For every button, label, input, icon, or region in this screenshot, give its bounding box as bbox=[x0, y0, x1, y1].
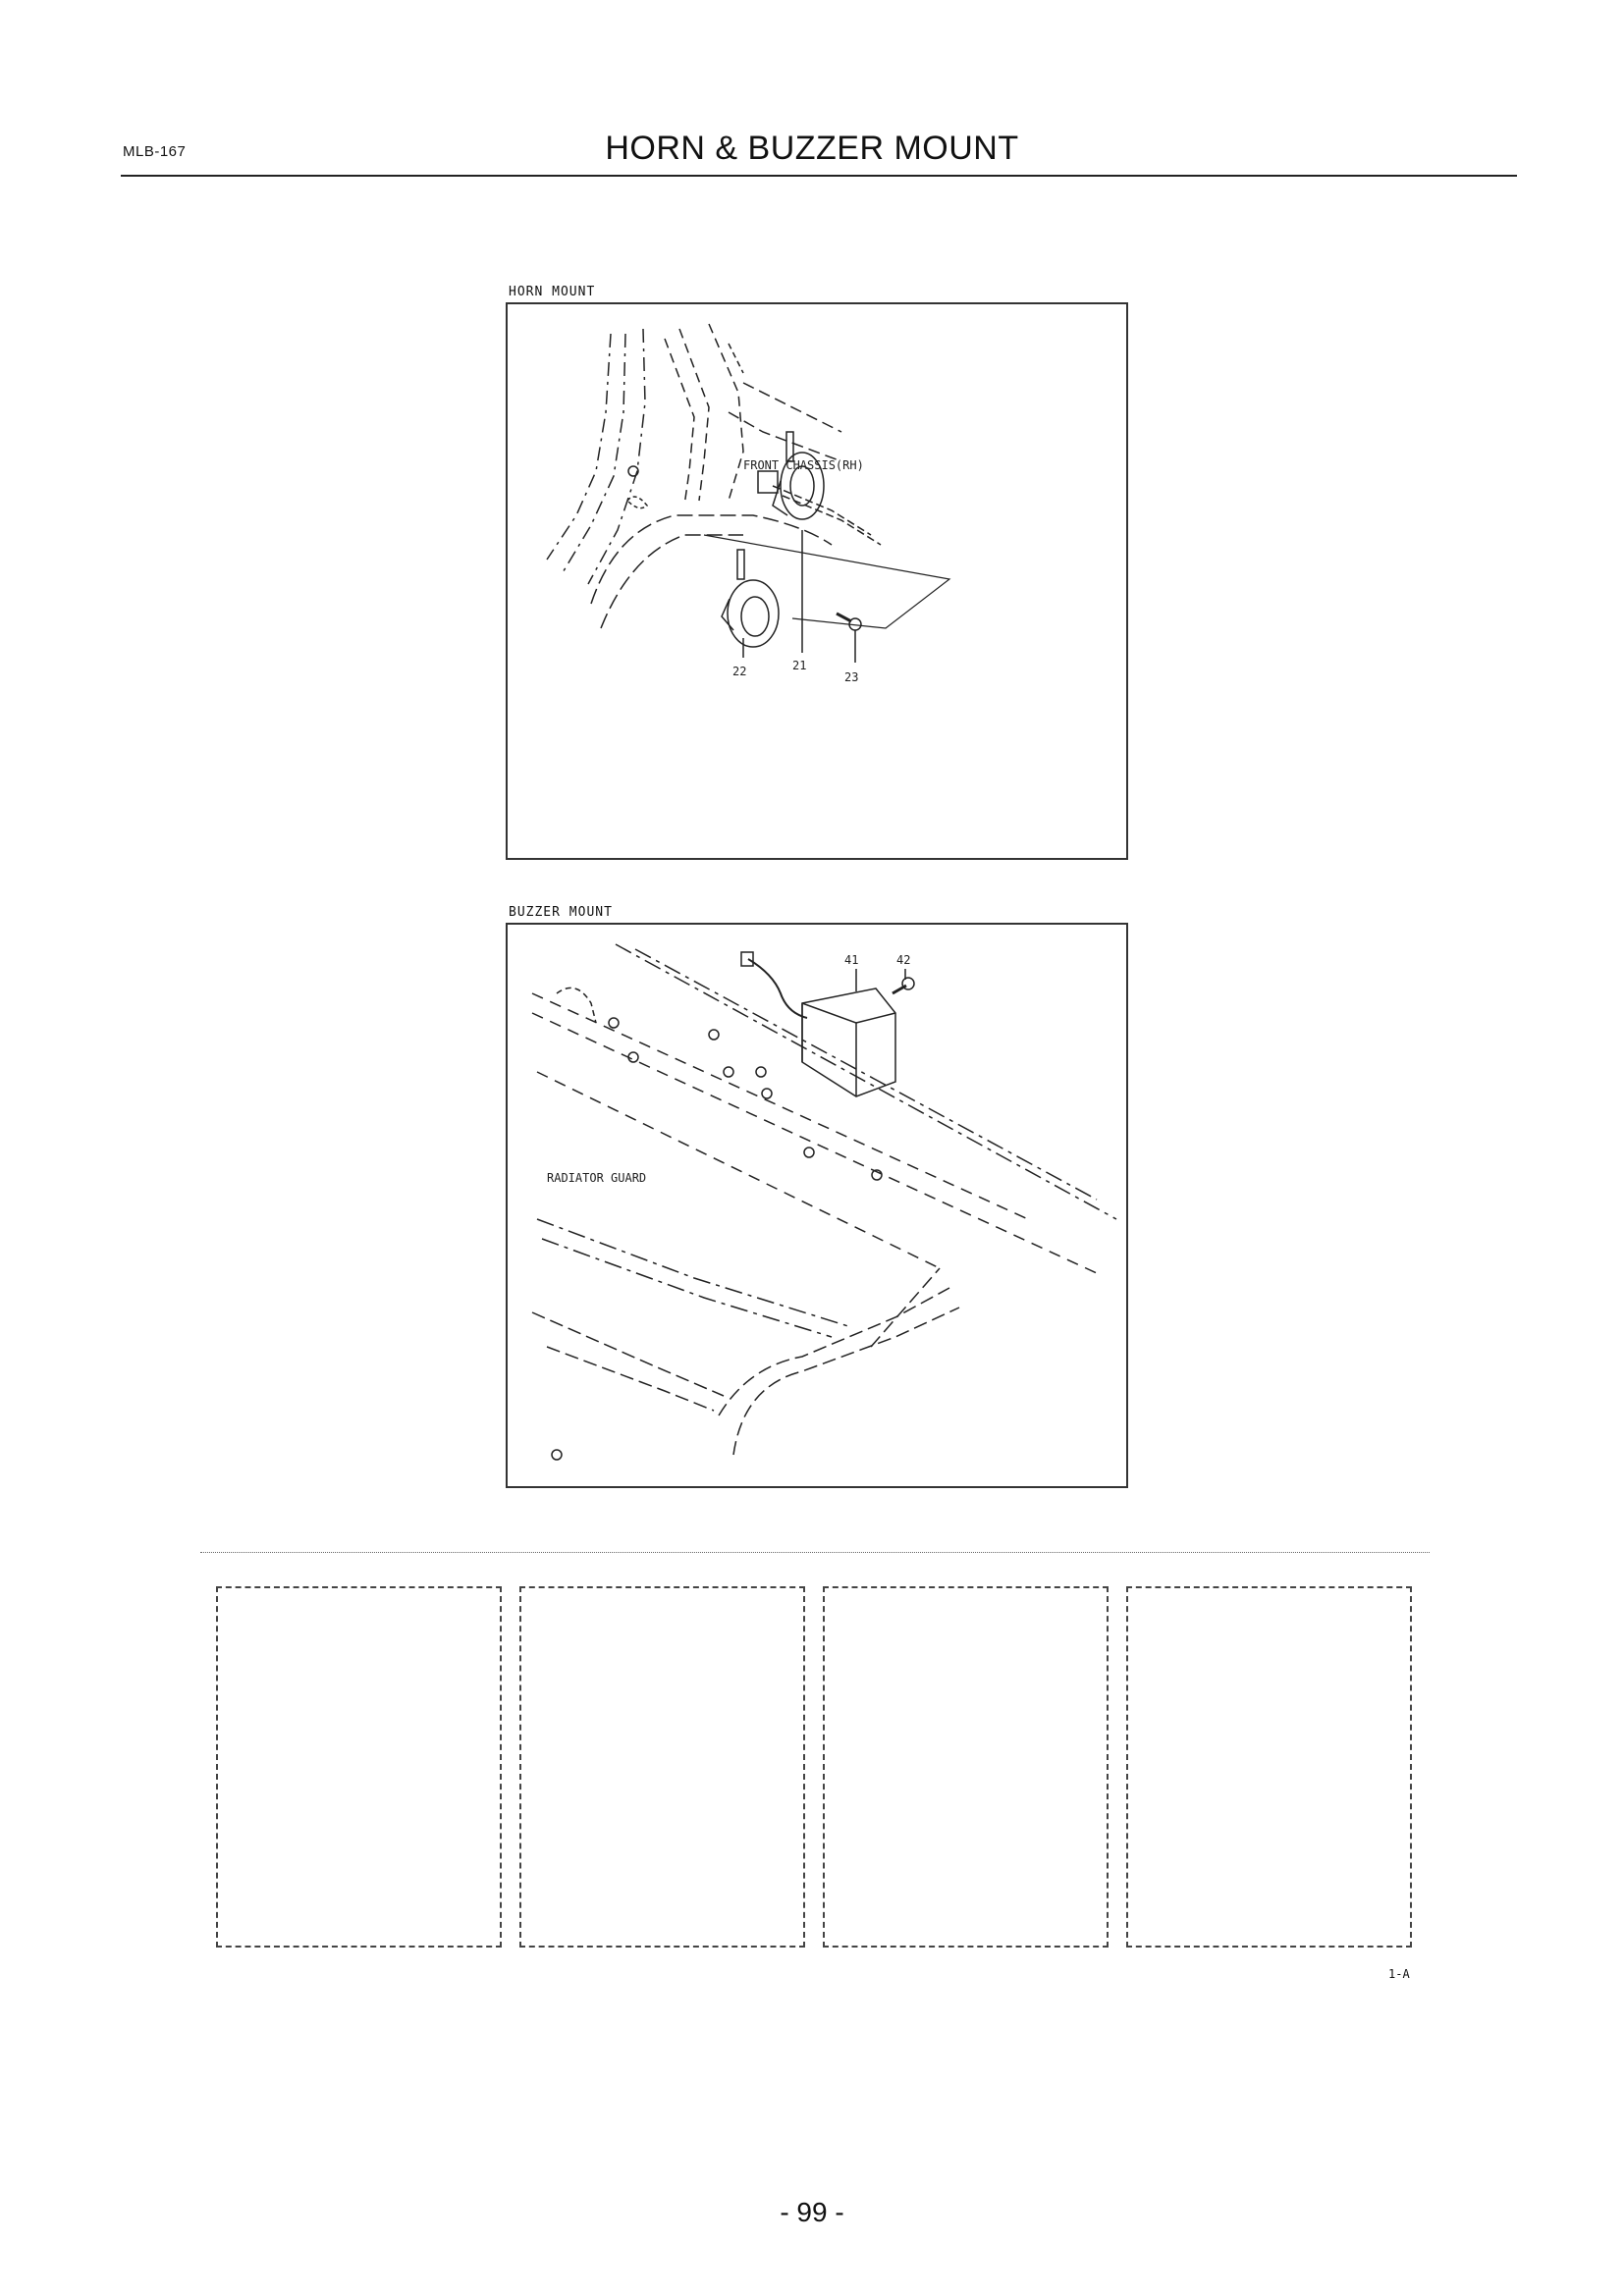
radiator-rail-line bbox=[616, 944, 1116, 1219]
buzzer-mount-label: BUZZER MOUNT bbox=[509, 905, 613, 920]
chassis-rail-line bbox=[729, 412, 841, 461]
horn-mount-label: HORN MOUNT bbox=[509, 285, 596, 299]
guard-frame-line bbox=[537, 1219, 851, 1327]
horn-mount-drawing bbox=[508, 304, 1126, 858]
guard-frame-line bbox=[733, 1308, 959, 1455]
guard-frame-line bbox=[542, 1239, 832, 1337]
chassis-rail-line bbox=[709, 324, 743, 501]
guard-frame-line bbox=[532, 1312, 724, 1396]
front-chassis-annotation: FRONT CHASSIS(RH) bbox=[743, 458, 864, 472]
buzzer-mount-diagram bbox=[506, 923, 1128, 1488]
page-title: HORN & BUZZER MOUNT bbox=[605, 130, 1019, 167]
part-slot bbox=[519, 1586, 805, 1948]
document-code: MLB-167 bbox=[123, 143, 187, 160]
chassis-rail-line bbox=[743, 383, 841, 432]
chassis-rail-line bbox=[562, 334, 625, 574]
frame-curve-line bbox=[591, 515, 832, 604]
radiator-rail-line bbox=[532, 1013, 1097, 1273]
radiator-rail-line bbox=[635, 949, 1097, 1200]
callout-41: 41 bbox=[844, 953, 859, 967]
part-slot bbox=[1126, 1586, 1412, 1948]
chassis-rail-line bbox=[547, 334, 611, 560]
sheet-reference: 1-A bbox=[1388, 1967, 1410, 1981]
part-slot bbox=[216, 1586, 502, 1948]
guard-frame-line bbox=[719, 1288, 949, 1415]
callout-21: 21 bbox=[792, 659, 807, 672]
bolt-23-shape bbox=[837, 614, 851, 621]
page-number: - 99 - bbox=[780, 2197, 844, 2227]
radiator-guard-annotation: RADIATOR GUARD bbox=[547, 1171, 647, 1185]
buzzer-41-shape bbox=[802, 988, 895, 1096]
callout-23: 23 bbox=[844, 670, 859, 684]
title-divider bbox=[121, 175, 1517, 177]
horn-22-shape bbox=[728, 580, 779, 647]
bracket-plate bbox=[758, 471, 778, 493]
chassis-rail-line bbox=[665, 339, 694, 506]
part-slot bbox=[823, 1586, 1109, 1948]
chassis-rail-line bbox=[679, 329, 709, 501]
callout-42: 42 bbox=[896, 953, 911, 967]
section-divider bbox=[200, 1552, 1430, 1553]
buzzer-mount-drawing bbox=[508, 925, 1126, 1486]
radiator-rail-line bbox=[532, 993, 1028, 1219]
horn-mount-diagram bbox=[506, 302, 1128, 860]
callout-22: 22 bbox=[732, 665, 747, 678]
bolt-42-shape bbox=[893, 986, 906, 993]
